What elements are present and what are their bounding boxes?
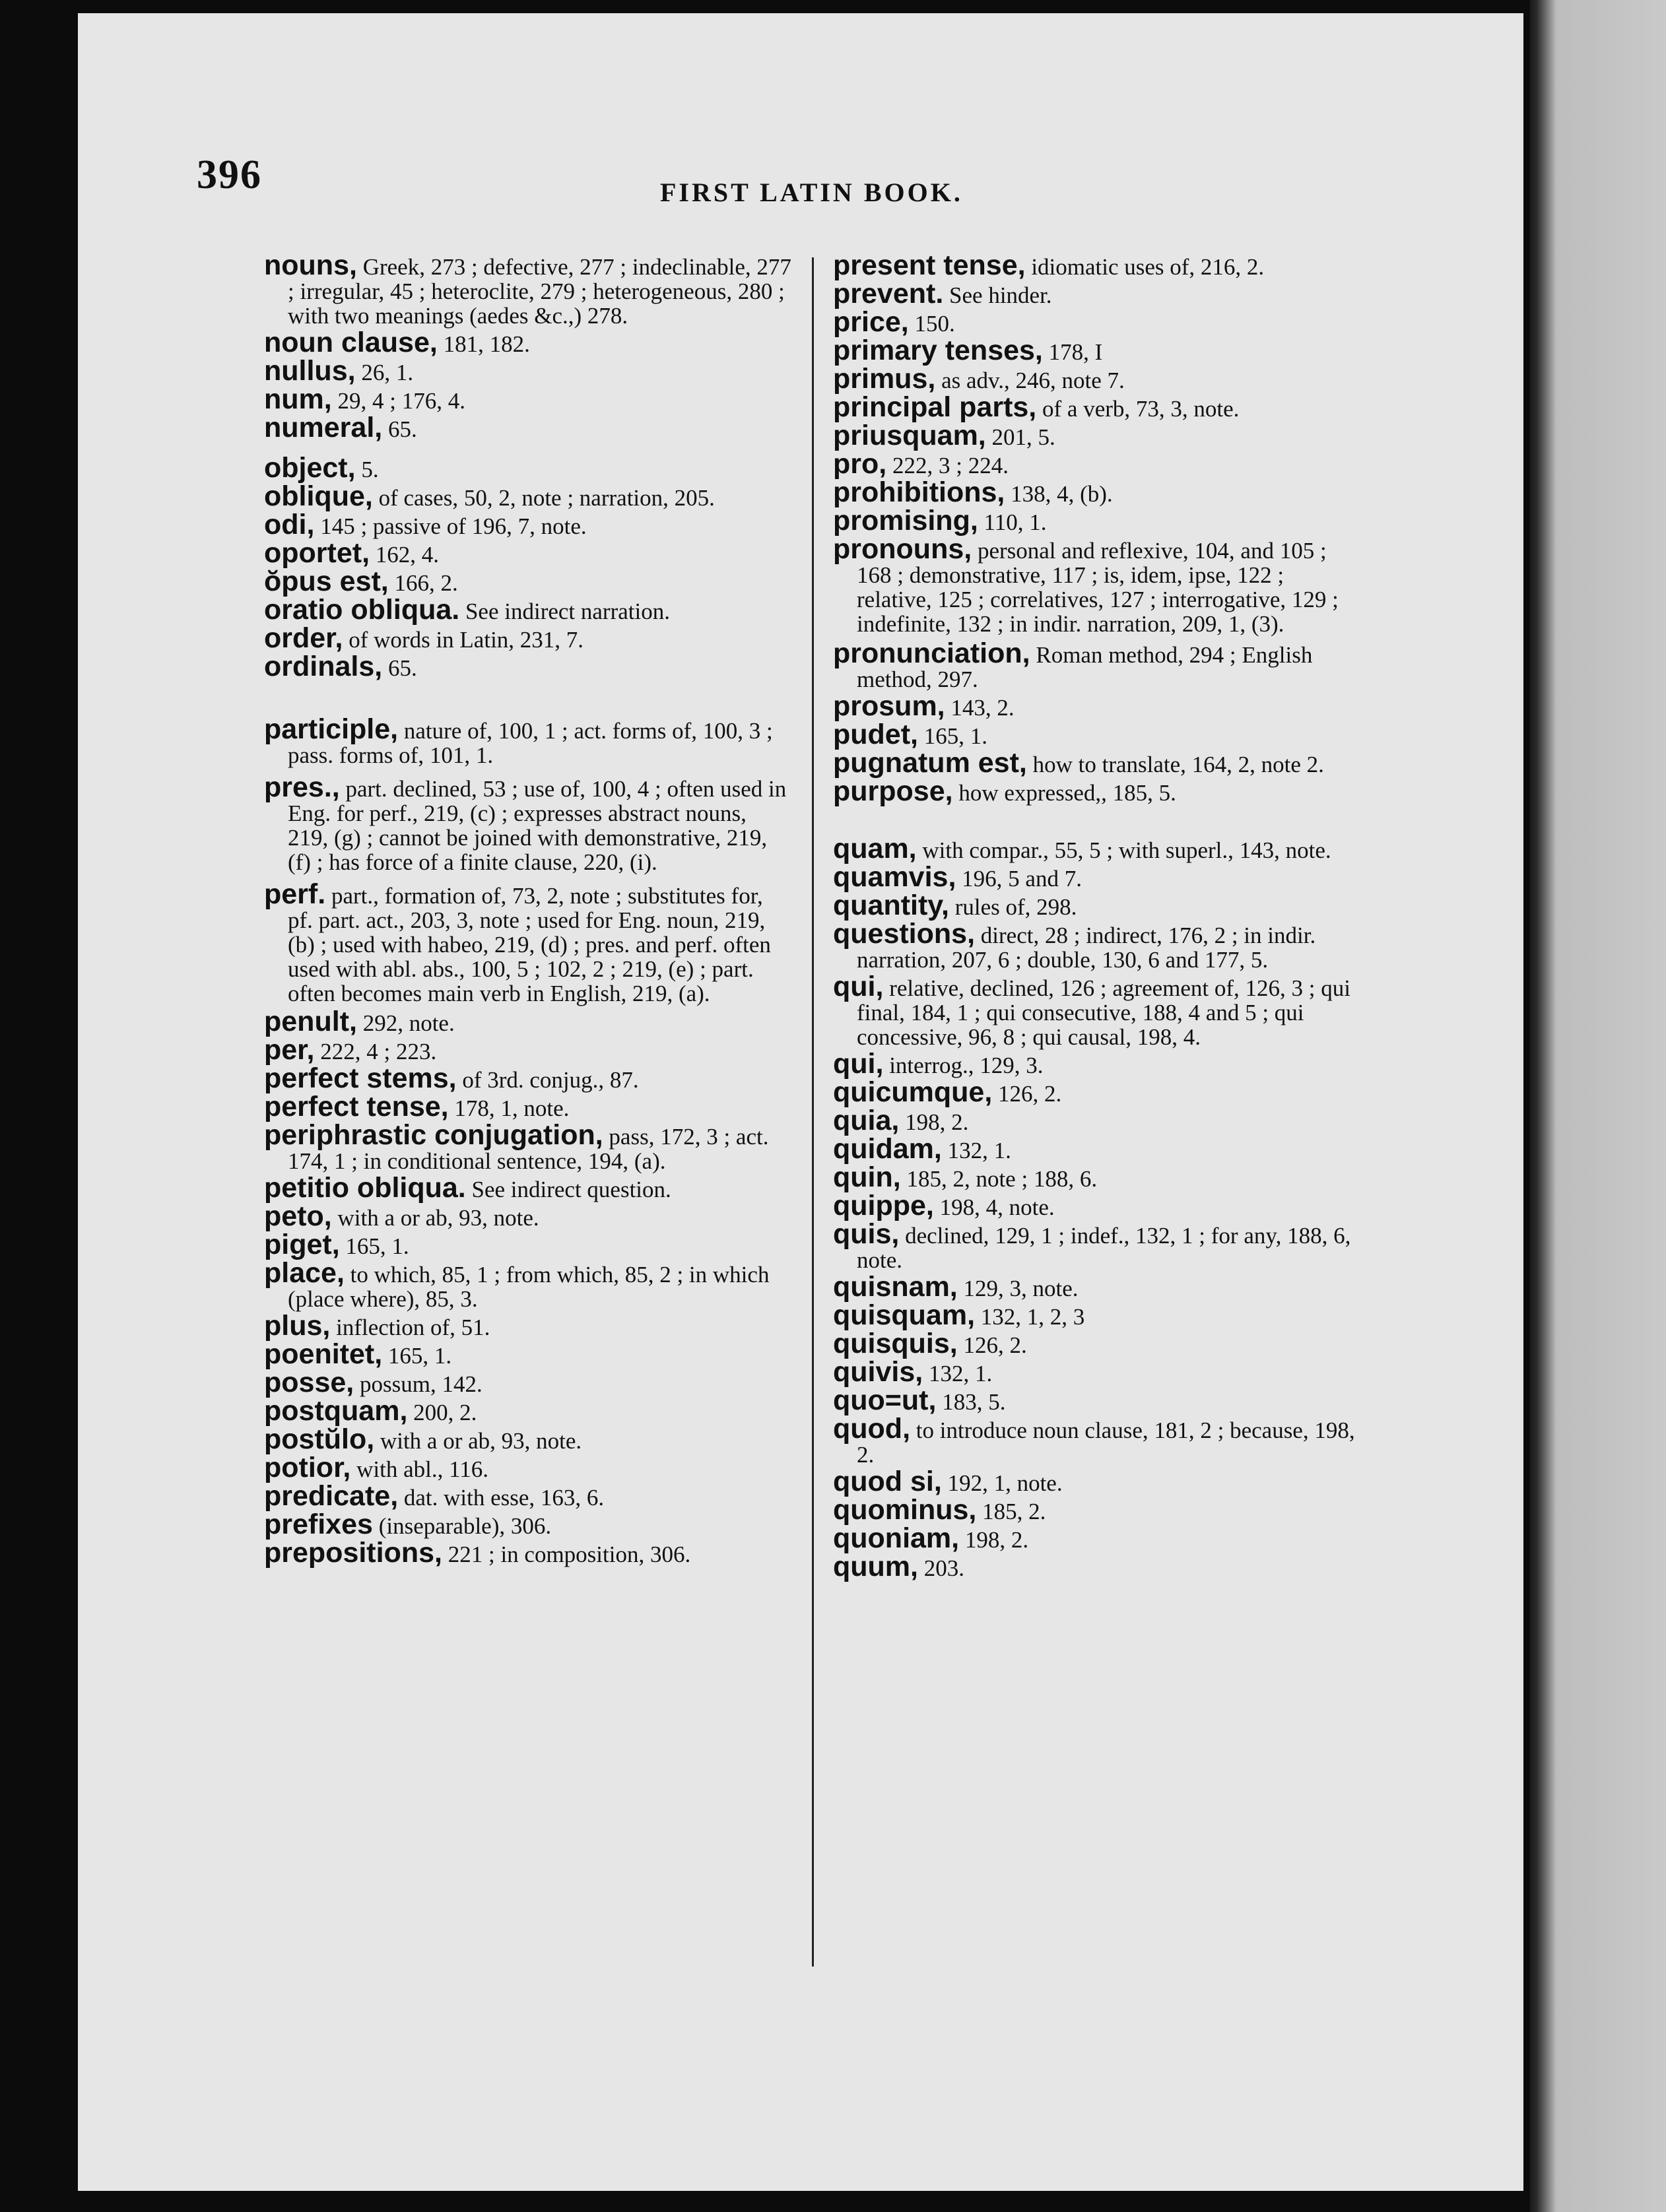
index-references: 222, 3 ; 224. [886, 453, 1009, 478]
index-entry [833, 1551, 1361, 1582]
index-references: 165, 1. [339, 1233, 409, 1259]
index-entry [833, 833, 1361, 864]
index-entry [833, 335, 1361, 366]
index-entry [833, 476, 1361, 508]
index-headword: pudet, [833, 719, 918, 750]
index-entry [833, 775, 1361, 807]
index-references: 178, I [1042, 339, 1103, 365]
index-references: with a or ab, 93, note. [374, 1428, 582, 1454]
index-entry [833, 391, 1361, 423]
index-entry [833, 1105, 1361, 1136]
index-entry [264, 412, 792, 443]
index-references: 178, 1, note. [448, 1095, 570, 1121]
index-headword: order, [264, 622, 343, 654]
index-entry [264, 1338, 792, 1370]
index-entry [264, 1034, 792, 1066]
index-headword: object, [264, 452, 356, 484]
index-references: See hinder. [943, 282, 1052, 308]
index-headword: quisquam, [833, 1299, 976, 1331]
index-entry [833, 1384, 1361, 1416]
index-entry [264, 1537, 792, 1569]
index-headword: perf. [264, 878, 326, 910]
index-headword: ordinals, [264, 651, 383, 682]
index-entry [833, 1190, 1361, 1221]
index-references: 145 ; passive of 196, 7, note. [314, 513, 587, 539]
index-entry [833, 1299, 1361, 1331]
index-references: See indirect narration. [459, 599, 670, 624]
index-references: 132, 1, 2, 3 [975, 1304, 1085, 1330]
index-headword: num, [264, 383, 332, 415]
index-references: of cases, 50, 2, note ; narration, 205. [372, 485, 715, 511]
index-headword: quippe, [833, 1190, 934, 1221]
index-entry [264, 713, 792, 768]
index-headword: primus, [833, 363, 936, 395]
index-entry [264, 1367, 792, 1398]
index-references: 221 ; in composition, 306. [442, 1542, 691, 1567]
index-references: 132, 1. [923, 1361, 993, 1386]
index-entry [264, 1172, 792, 1204]
index-headword: nouns, [264, 249, 357, 281]
index-headword: present tense, [833, 249, 1026, 281]
index-entry [264, 594, 792, 626]
index-references: of a verb, 73, 3, note. [1036, 396, 1240, 422]
index-references: pass, 172, 3 ; act. 174, 1 ; in conditional sentence, 194, (a). [288, 1124, 769, 1174]
index-references: 192, 1, note. [941, 1470, 1063, 1496]
index-references: Roman method, 294 ; English method, 297. [857, 642, 1313, 692]
index-headword: prepositions, [264, 1537, 442, 1569]
index-entry [264, 537, 792, 569]
index-headword: postŭlo, [264, 1423, 375, 1455]
index-headword: quia, [833, 1105, 900, 1136]
index-headword: quum, [833, 1551, 918, 1582]
index-entry [264, 566, 792, 597]
index-entry [264, 1229, 792, 1260]
index-headword: purpose, [833, 775, 953, 807]
index-entry [833, 448, 1361, 480]
index-entry [264, 1423, 792, 1455]
index-headword: perfect tense, [264, 1091, 449, 1122]
index-references: 162, 4. [370, 542, 440, 568]
index-headword: odi, [264, 509, 315, 540]
index-entry [833, 533, 1361, 637]
index-references: as adv., 246, note 7. [935, 368, 1125, 393]
index-headword: quamvis, [833, 861, 956, 893]
index-headword: quidam, [833, 1133, 942, 1165]
index-references: Greek, 273 ; defective, 277 ; indeclinable, 277 ; irregular, 45 ; heteroclite, 279 ; heterogeneous, 280 ; with two meanings (aedes &c.,) 278. [288, 254, 791, 329]
index-references: 29, 4 ; 176, 4. [331, 388, 465, 414]
index-references: 185, 2, note ; 188, 6. [900, 1166, 1098, 1192]
index-references: 183, 5. [936, 1389, 1006, 1415]
index-references: 181, 182. [437, 331, 530, 357]
index-references: of words in Latin, 231, 7. [343, 627, 584, 653]
index-headword: oportet, [264, 537, 370, 569]
index-entry [833, 1048, 1361, 1080]
index-references: with compar., 55, 5 ; with superl., 143, note. [916, 837, 1331, 863]
index-entry [833, 278, 1361, 309]
index-headword: posse, [264, 1367, 354, 1398]
index-headword: participle, [264, 713, 399, 745]
index-references: nature of, 100, 1 ; act. forms of, 100, 3 ; pass. forms of, 101, 1. [288, 718, 773, 768]
index-entry [833, 861, 1361, 893]
index-headword: piget, [264, 1229, 340, 1260]
index-references: rules of, 298. [949, 894, 1077, 920]
index-entry [264, 1091, 792, 1122]
index-references: 143, 2. [945, 695, 1015, 721]
index-headword: pres., [264, 771, 340, 803]
index-entry [833, 420, 1361, 451]
index-headword: quominus, [833, 1494, 977, 1526]
index-headword: poenitet, [264, 1338, 383, 1370]
index-entry [264, 1509, 792, 1540]
index-headword: perfect stems, [264, 1062, 457, 1094]
index-references: 198, 4, note. [933, 1194, 1055, 1220]
facing-page-edge [1530, 0, 1666, 2212]
index-references: inflection of, 51. [330, 1315, 490, 1340]
index-headword: quod, [833, 1413, 911, 1445]
index-headword: penult, [264, 1006, 357, 1037]
index-references: 65. [382, 416, 417, 442]
index-entry [264, 1200, 792, 1232]
index-entry [833, 719, 1361, 750]
index-entry [833, 306, 1361, 338]
index-references: possum, 142. [354, 1371, 483, 1397]
index-headword: prohibitions, [833, 476, 1005, 508]
index-entry [264, 1452, 792, 1483]
index-references: 196, 5 and 7. [956, 866, 1082, 892]
index-headword: per, [264, 1034, 315, 1066]
index-headword: quoniam, [833, 1522, 960, 1554]
index-entry [264, 452, 792, 484]
index-references: to which, 85, 1 ; from which, 85, 2 ; in which (place where), 85, 3. [288, 1262, 770, 1312]
index-entry [264, 327, 792, 358]
index-references: 292, note. [356, 1010, 455, 1036]
index-references: 150. [908, 311, 955, 337]
index-entry [833, 1522, 1361, 1554]
index-references: 198, 2. [959, 1527, 1029, 1553]
index-references: idiomatic uses of, 216, 2. [1025, 254, 1265, 280]
index-references: (inseparable), 306. [372, 1513, 552, 1539]
index-entry [264, 1395, 792, 1427]
index-references: of 3rd. conjug., 87. [456, 1067, 639, 1093]
index-headword: prevent. [833, 278, 944, 309]
index-references: 185, 2. [976, 1499, 1046, 1524]
index-references: 126, 2. [992, 1081, 1062, 1107]
index-references: See indirect question. [465, 1177, 671, 1202]
index-headword: oblique, [264, 480, 373, 512]
index-headword: predicate, [264, 1480, 399, 1512]
index-entry [264, 355, 792, 387]
index-entry [833, 690, 1361, 722]
index-entry [833, 1161, 1361, 1193]
index-headword: quantity, [833, 890, 949, 921]
index-references: personal and reflexive, 104, and 105 ; 168 ; demonstrative, 117 ; is, idem, ipse, 122 ; relative, 125 ; correlatives, 127 ; interrogative, 129 ; indefinite, 132 ; in indir. narration, 209, 1, (3). [857, 538, 1339, 637]
index-entry [264, 383, 792, 415]
index-references: 200, 2. [407, 1400, 477, 1425]
index-headword: quivis, [833, 1356, 923, 1388]
index-entry [833, 1328, 1361, 1359]
index-headword: quisquis, [833, 1328, 958, 1359]
index-headword: quin, [833, 1161, 901, 1193]
index-entry [833, 1466, 1361, 1497]
index-references: interrog., 129, 3. [883, 1053, 1044, 1078]
index-entry [833, 747, 1361, 779]
index-references: part. declined, 53 ; use of, 100, 4 ; often used in Eng. for perf., 219, (c) ; expresses abstract nouns, 219, (g) ; cannot be joined with demonstrative, 219, (f) ; has force of a finite clause, 220, (i). [288, 776, 787, 875]
index-headword: qui, [833, 971, 884, 1002]
index-headword: noun clause, [264, 327, 438, 358]
index-references: 201, 5. [985, 424, 1055, 450]
index-headword: quod si, [833, 1466, 942, 1497]
index-entry [264, 1119, 792, 1174]
running-title: FIRST LATIN BOOK. [660, 178, 963, 207]
index-headword: nullus, [264, 355, 356, 387]
index-entry [833, 971, 1361, 1050]
index-headword: peto, [264, 1200, 332, 1232]
index-entry [833, 1218, 1361, 1273]
index-headword: place, [264, 1257, 345, 1289]
index-headword: principal parts, [833, 391, 1037, 423]
index-headword: postquam, [264, 1395, 408, 1427]
index-references: 132, 1. [941, 1138, 1011, 1163]
index-headword: quis, [833, 1218, 900, 1250]
index-entry [264, 878, 792, 1006]
index-references: 165, 1. [917, 723, 987, 749]
index-references: 203. [917, 1555, 964, 1581]
index-entry [264, 1062, 792, 1094]
index-entry [833, 918, 1361, 973]
index-references: with abl., 116. [350, 1456, 489, 1482]
index-entry [833, 890, 1361, 921]
index-references: how to translate, 164, 2, note 2. [1026, 752, 1324, 777]
index-entry [833, 363, 1361, 395]
index-entry [264, 480, 792, 512]
index-entry [264, 771, 792, 875]
index-headword: pugnatum est, [833, 747, 1027, 779]
index-headword: qui, [833, 1048, 884, 1080]
index-headword: quisnam, [833, 1271, 958, 1303]
index-entry [264, 1310, 792, 1342]
index-references: 129, 3, note. [957, 1276, 1079, 1301]
index-references: 165, 1. [382, 1343, 452, 1369]
index-headword: pronouns, [833, 533, 972, 565]
index-headword: quo=ut, [833, 1384, 937, 1416]
index-references: 5. [355, 457, 379, 482]
index-headword: prefixes [264, 1509, 373, 1540]
index-entry [833, 637, 1361, 692]
index-references: how expressed,, 185, 5. [952, 780, 1176, 806]
index-entry [264, 622, 792, 654]
index-entry [833, 249, 1361, 281]
index-entry [833, 505, 1361, 537]
index-references: part., formation of, 73, 2, note ; substitutes for, pf. part. act., 203, 3, note ; used for Eng. noun, 219, (b) ; used with habeo, 219, (d) ; pres. and perf. often used with abl. abs., 100, 5 ; 102, 2 ; 219, (e) ; part. often becomes main verb in English, 219, (a). [288, 883, 771, 1006]
index-entry [833, 1076, 1361, 1108]
index-references: 126, 2. [957, 1332, 1027, 1358]
index-entry [264, 1480, 792, 1512]
index-references: 65. [382, 655, 417, 681]
index-headword: pro, [833, 448, 887, 480]
index-headword: periphrastic conjugation, [264, 1119, 603, 1151]
index-entry [264, 249, 792, 329]
index-entry [264, 1257, 792, 1312]
index-entry [264, 651, 792, 682]
index-references: declined, 129, 1 ; indef., 132, 1 ; for any, 188, 6, note. [857, 1223, 1351, 1273]
index-references: 222, 4 ; 223. [314, 1039, 437, 1064]
index-headword: primary tenses, [833, 335, 1043, 366]
index-headword: potior, [264, 1452, 351, 1483]
index-headword: numeral, [264, 412, 383, 443]
index-headword: pronunciation, [833, 637, 1030, 669]
index-headword: questions, [833, 918, 976, 950]
index-references: 26, 1. [355, 360, 414, 385]
index-references: relative, declined, 126 ; agreement of, 126, 3 ; qui final, 184, 1 ; qui consecutive, 188, 4 and 5 ; qui concessive, 96, 8 ; qui causal, 198, 4. [857, 975, 1350, 1050]
index-entry [833, 1271, 1361, 1303]
index-headword: promising, [833, 505, 978, 537]
index-references: 138, 4, (b). [1005, 481, 1113, 507]
index-headword: ŏpus est, [264, 566, 389, 597]
index-references: dat. with esse, 163, 6. [398, 1485, 605, 1511]
index-headword: oratio obliqua. [264, 594, 460, 626]
index-references: with a or ab, 93, note. [331, 1205, 539, 1231]
page-number: 396 [197, 152, 262, 197]
index-entry [833, 1133, 1361, 1165]
index-references: to introduce noun clause, 181, 2 ; because, 198, 2. [857, 1417, 1355, 1468]
index-entry [833, 1413, 1361, 1468]
index-references: 166, 2. [388, 570, 458, 596]
column-divider [812, 257, 814, 1967]
index-headword: quam, [833, 833, 917, 864]
index-headword: plus, [264, 1310, 331, 1342]
index-references: direct, 28 ; indirect, 176, 2 ; in indir. narration, 207, 6 ; double, 130, 6 and 177, 5. [857, 923, 1316, 973]
index-entry [833, 1494, 1361, 1526]
index-headword: priusquam, [833, 420, 986, 451]
index-entry [833, 1356, 1361, 1388]
index-headword: price, [833, 306, 909, 338]
index-column-left [264, 251, 792, 1567]
index-headword: quicumque, [833, 1076, 993, 1108]
index-headword: prosum, [833, 690, 945, 722]
index-headword: petitio obliqua. [264, 1172, 466, 1204]
index-references: 198, 2. [899, 1109, 969, 1135]
index-entry [264, 509, 792, 540]
index-column-right [833, 251, 1361, 1580]
index-entry [264, 1006, 792, 1037]
index-references: 110, 1. [978, 509, 1047, 535]
